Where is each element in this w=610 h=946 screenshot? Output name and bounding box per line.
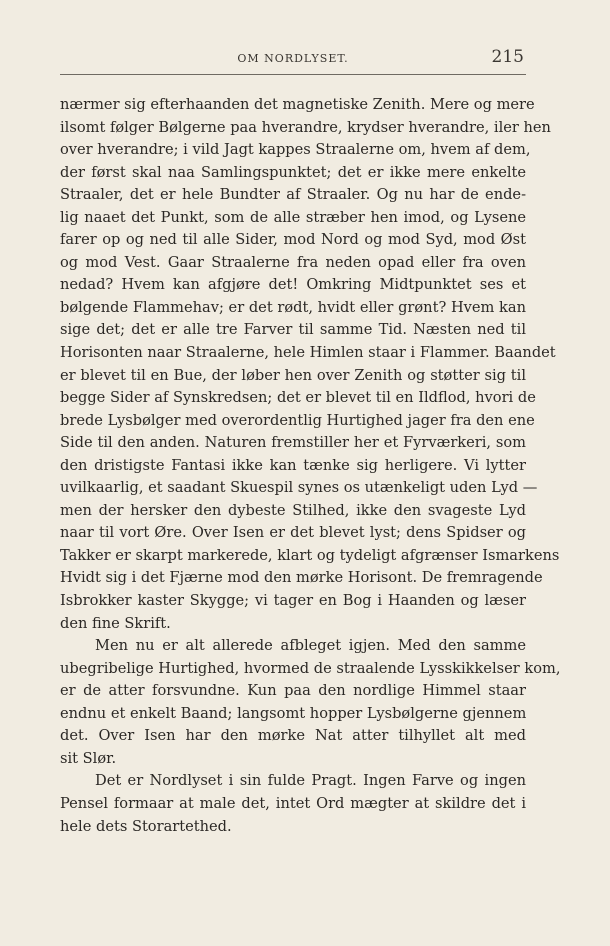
- text-line: Pensel formaar at male det, intet Ord mægter at skildre det i: [60, 794, 526, 812]
- text-line: der først skal naa Samlingspunktet; det er ikke mere enkelte: [60, 163, 526, 181]
- text-line: Hvidt sig i det Fjærne mod den mørke Horisont. De fremragende: [60, 569, 543, 587]
- page-number: 215: [491, 47, 524, 67]
- text-line: brede Lysbølger med overordentlig Hurtighed jager fra den ene: [60, 411, 535, 429]
- text-line: Men nu er alt allerede afbleget igjen. Med den samme: [95, 637, 526, 655]
- text-line: farer op og ned til alle Sider, mod Nord og mod Syd, mod Øst: [60, 231, 526, 249]
- body-text: [60, 94, 561, 838]
- text-line: er blevet til en Bue, der løber hen over Zenith og støtter sig til: [60, 366, 526, 384]
- text-line: endnu et enkelt Baand; langsomt hopper Lysbølgerne gjennem: [60, 704, 527, 722]
- text-line: den fine Skrift.: [60, 614, 171, 632]
- text-line: uvilkaarlig, et saadant Skuespil synes os utænkeligt uden Lyd —: [60, 479, 538, 497]
- text-line: men der hersker den dybeste Stilhed, ikke den svageste Lyd: [60, 501, 526, 519]
- text-line: Isbrokker kaster Skygge; vi tager en Bog i Haanden og læser: [60, 592, 526, 610]
- text-line: hele dets Storartethed.: [60, 817, 232, 835]
- text-line: sige det; det er alle tre Farver til samme Tid. Næsten ned til: [60, 321, 526, 339]
- text-line: Horisonten naar Straalerne, hele Himlen staar i Flammer. Baandet: [60, 344, 556, 362]
- text-line: lig naaet det Punkt, som de alle stræber hen imod, og Lysene: [60, 208, 526, 226]
- text-line: den dristigste Fantasi ikke kan tænke sig herligere. Vi lytter: [60, 456, 526, 474]
- text-line: er de atter forsvundne. Kun paa den nordlige Himmel staar: [60, 682, 526, 700]
- running-title: OM NORDLYSET.: [237, 52, 349, 65]
- text-line: nedad? Hvem kan afgjøre det! Omkring Midtpunktet ses et: [60, 276, 526, 294]
- text-line: over hverandre; i vild Jagt kappes Straalerne om, hvem af dem,: [60, 141, 531, 159]
- text-line: Takker er skarpt markerede, klart og tydeligt afgrænser Ismarkens: [60, 546, 560, 564]
- text-line: Straaler, det er hele Bundter af Straaler. Og nu har de ende-: [60, 186, 526, 204]
- text-line: begge Sider af Synskredsen; det er blevet til en Ildflod, hvori de: [60, 389, 536, 407]
- page-header: [60, 44, 526, 75]
- text-line: ubegribelige Hurtighed, hvormed de straalende Lysskikkelser kom,: [60, 659, 561, 677]
- text-line: Det er Nordlyset i sin fulde Pragt. Ingen Farve og ingen: [95, 772, 526, 790]
- text-line: sit Slør.: [60, 749, 117, 767]
- text-line: ilsomt følger Bølgerne paa hverandre, krydser hverandre, iler hen: [60, 118, 551, 136]
- text-line: nærmer sig efterhaanden det magnetiske Zenith. Mere og mere: [60, 96, 535, 113]
- text-line: naar til vort Øre. Over Isen er det blevet lyst; dens Spidser og: [60, 524, 526, 542]
- text-line: det. Over Isen har den mørke Nat atter tilhyllet alt med: [60, 727, 526, 745]
- text-line: Side til den anden. Naturen fremstiller her et Fyrværkeri, som: [60, 434, 526, 452]
- text-line: bølgende Flammehav; er det rødt, hvidt eller grønt? Hvem kan: [60, 298, 526, 316]
- text-line: og mod Vest. Gaar Straalerne fra neden opad eller fra oven: [60, 253, 526, 271]
